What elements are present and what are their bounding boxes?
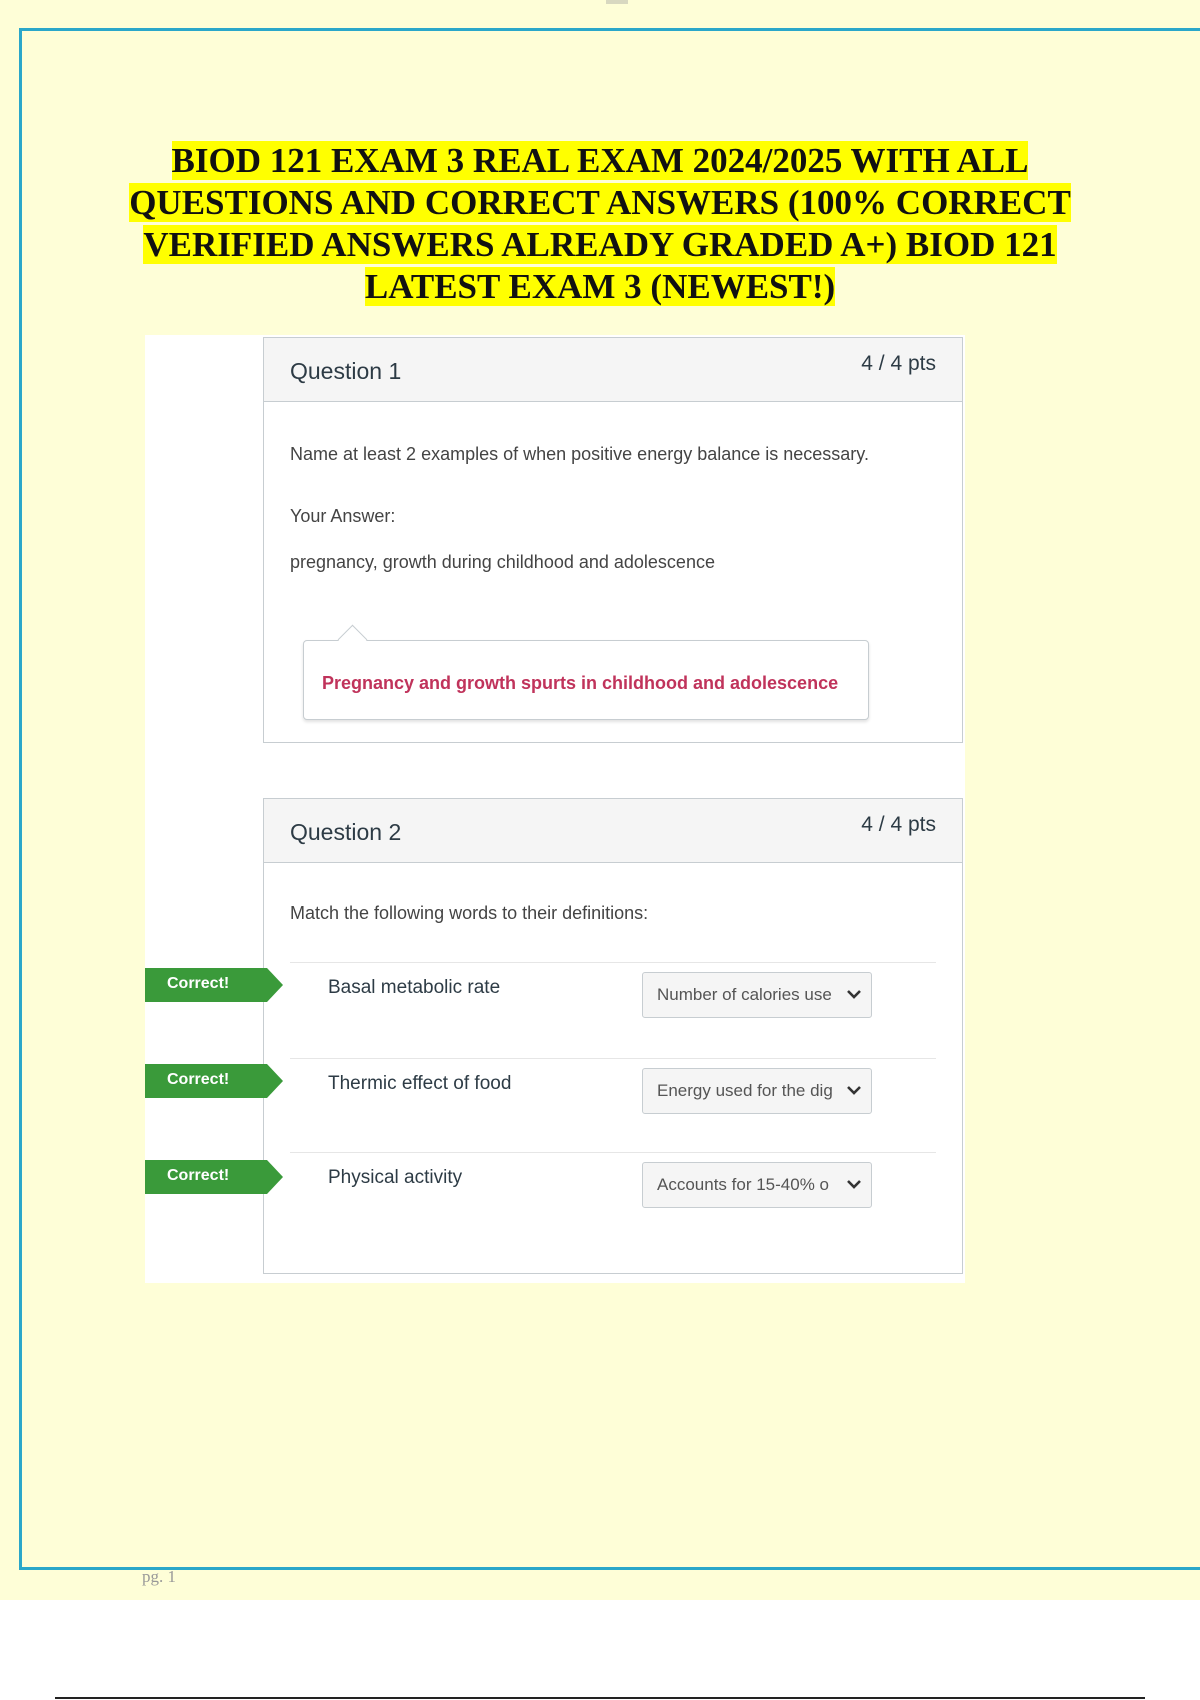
document-title: BIOD 121 EXAM 3 REAL EXAM 2024/2025 WITH ALL QUESTIONS AND CORRECT ANSWERS (100% CORRECT VERIFIED ANSWERS ALREADY GRADED A+) BIOD 121 LATEST EXAM 3 (NEWEST!) — [129, 141, 1071, 306]
question-1-title: Question 1 — [290, 358, 402, 384]
correct-badge — [145, 968, 283, 1002]
select-value: Energy used for the dig — [657, 1081, 833, 1100]
match-term: Thermic effect of food — [328, 1073, 512, 1094]
top-mark — [606, 0, 628, 4]
match-term: Basal metabolic rate — [328, 977, 501, 998]
match-select[interactable] — [642, 1068, 872, 1114]
question-1-prompt: Name at least 2 examples of when positive energy balance is necessary. — [290, 444, 869, 464]
match-term: Physical activity — [328, 1167, 463, 1188]
row-divider — [290, 1058, 936, 1059]
chevron-down-icon — [845, 983, 863, 1005]
question-1-points: 4 / 4 pts — [861, 352, 936, 375]
question-2-card — [263, 798, 963, 1274]
row-divider — [290, 962, 936, 963]
select-value: Accounts for 15-40% o — [657, 1175, 829, 1194]
match-select[interactable] — [642, 1162, 872, 1208]
question-1-header — [264, 338, 962, 402]
correct-badge-label: Correct! — [167, 975, 230, 992]
bottom-rule — [55, 1697, 1145, 1699]
page-number: pg. 1 — [142, 1567, 176, 1586]
correct-badge — [145, 1064, 283, 1098]
chevron-down-icon — [845, 1173, 863, 1195]
question-2-header — [264, 799, 962, 863]
correct-badge-label: Correct! — [167, 1167, 230, 1184]
feedback-text: Pregnancy and growth spurts in childhood and adolescence — [322, 673, 839, 693]
question-2-points: 4 / 4 pts — [861, 813, 936, 836]
select-value: Number of calories use — [657, 985, 832, 1004]
answer-label: Your Answer: — [290, 506, 396, 526]
chevron-down-icon — [845, 1079, 863, 1101]
question-2-prompt: Match the following words to their definitions: — [290, 903, 649, 923]
correct-badge-label: Correct! — [167, 1071, 230, 1088]
row-divider — [290, 1152, 936, 1153]
question-1-card — [263, 337, 963, 743]
question-2-title: Question 2 — [290, 819, 402, 845]
feedback-box — [303, 640, 869, 720]
correct-badge — [145, 1160, 283, 1194]
match-select[interactable] — [642, 972, 872, 1018]
student-answer: pregnancy, growth during childhood and adolescence — [290, 552, 715, 572]
